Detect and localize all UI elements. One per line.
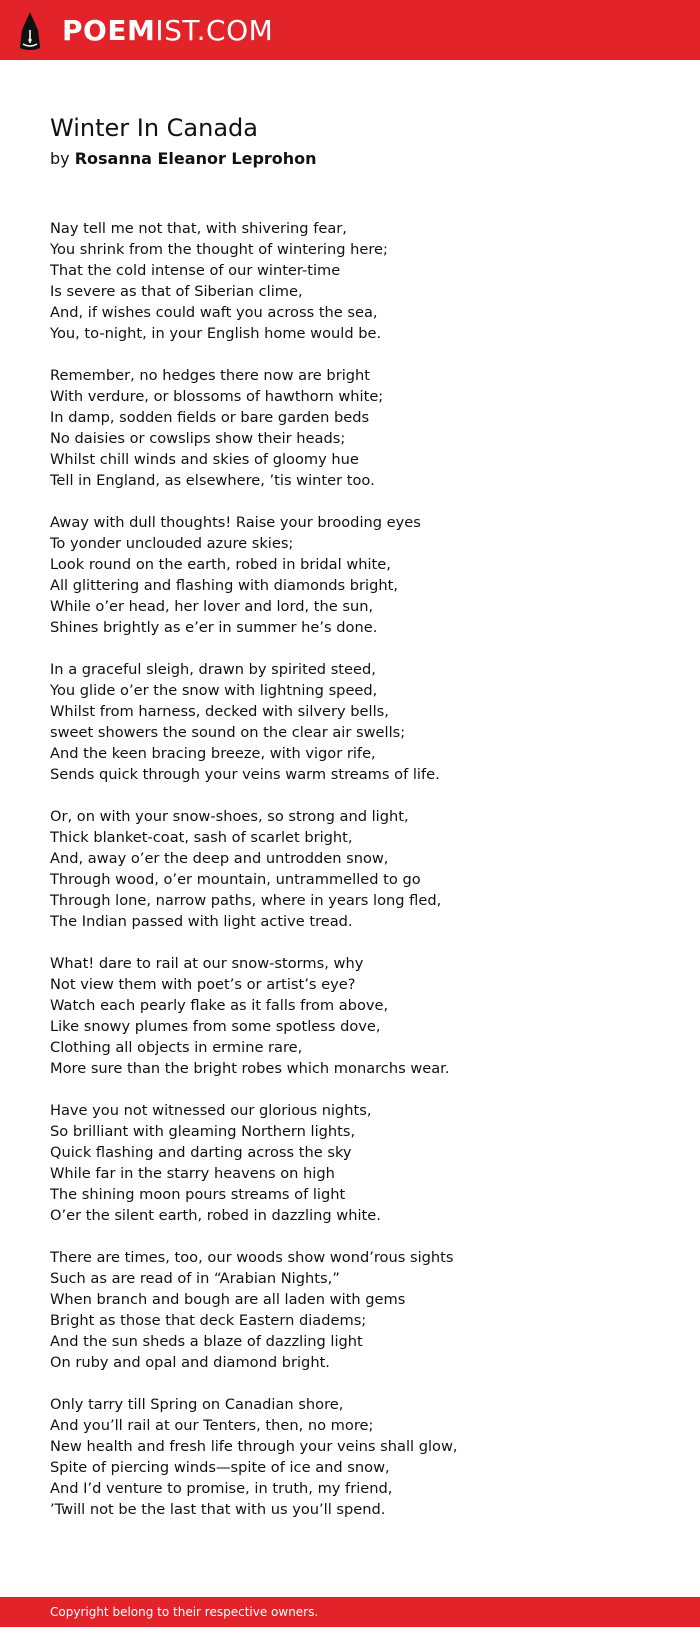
poem-line: Spite of piercing winds—spite of ice and snow,	[50, 1459, 390, 1476]
poem-line: Bright as those that deck Eastern diadems;	[50, 1312, 367, 1329]
poem-line: Quick flashing and darting across the sky	[50, 1144, 352, 1161]
poem-line: The Indian passed with light active tread.	[50, 913, 353, 930]
poem-line: Through wood, o’er mountain, untrammelled to go	[50, 871, 421, 888]
poem-line: Watch each pearly flake as it falls from above,	[50, 997, 389, 1014]
poem-byline	[50, 149, 317, 168]
poem-line: When branch and bough are all laden with gems	[50, 1291, 406, 1308]
poem-line: More sure than the bright robes which monarchs wear.	[50, 1060, 450, 1077]
poem-stanza	[50, 365, 670, 491]
poem-stanza	[50, 659, 670, 785]
poem-line: While o’er head, her lover and lord, the sun,	[50, 598, 374, 615]
poem-line: ’Twill not be the last that with us you’ll spend.	[50, 1501, 386, 1518]
poem-line: In a graceful sleigh, drawn by spirited steed,	[50, 661, 376, 678]
poem-line: Have you not witnessed our glorious nights,	[50, 1102, 372, 1119]
poem-line: Through lone, narrow paths, where in years long fled,	[50, 892, 442, 909]
poem-line: In damp, sodden fields or bare garden beds	[50, 409, 370, 426]
poem-line: With verdure, or blossoms of hawthorn white;	[50, 388, 384, 405]
poem-line: Is severe as that of Siberian clime,	[50, 283, 303, 300]
logo-text-bold: POEM	[62, 13, 156, 47]
poem-line: No daisies or cowslips show their heads;	[50, 430, 346, 447]
poem-line: Shines brightly as e’er in summer he’s done.	[50, 619, 378, 636]
poem-title: Winter In Canada	[50, 114, 258, 142]
poem-stanza	[50, 806, 670, 932]
poem-stanza	[50, 1247, 670, 1373]
poem-line: Or, on with your snow-shoes, so strong and light,	[50, 808, 409, 825]
poem-line: All glittering and flashing with diamonds bright,	[50, 577, 398, 594]
poem-stanza	[50, 1100, 670, 1226]
poem-stanza	[50, 512, 670, 638]
poem-line: Whilst from harness, decked with silvery bells,	[50, 703, 389, 720]
poem-line: While far in the starry heavens on high	[50, 1165, 335, 1182]
poem-line: You, to-night, in your English home would be.	[50, 325, 382, 342]
poem-stanza	[50, 218, 670, 344]
poem-line: Whilst chill winds and skies of gloomy hue	[50, 451, 359, 468]
logo-text-light: IST.COM	[155, 13, 274, 47]
poem-line: Not view them with poet’s or artist’s eye?	[50, 976, 356, 993]
poem-line: That the cold intense of our winter-time	[50, 262, 341, 279]
poem-line: Tell in England, as elsewhere, ’tis winter too.	[50, 472, 375, 489]
poem-body	[50, 218, 670, 1541]
poem-line: O’er the silent earth, robed in dazzling white.	[50, 1207, 381, 1224]
poem-line: Away with dull thoughts! Raise your brooding eyes	[50, 514, 421, 531]
by-label: by	[50, 149, 70, 168]
poem-line: What! dare to rail at our snow-storms, why	[50, 955, 364, 972]
poem-line: Thick blanket-coat, sash of scarlet bright,	[50, 829, 353, 846]
site-logo-link[interactable]	[62, 0, 273, 60]
poem-line: So brilliant with gleaming Northern lights,	[50, 1123, 356, 1140]
poem-line: Such as are read of in “Arabian Nights,”	[50, 1270, 340, 1287]
poem-line: You glide o’er the snow with lightning speed,	[50, 682, 378, 699]
poem-line: And, if wishes could waft you across the sea,	[50, 304, 378, 321]
copyright-text: Copyright belong to their respective owners.	[50, 1605, 319, 1619]
poem-line: And you’ll rail at our Tenters, then, no more;	[50, 1417, 374, 1434]
poem-line: Sends quick through your veins warm streams of life.	[50, 766, 440, 783]
poem-line: To yonder unclouded azure skies;	[50, 535, 294, 552]
pen-nib-logo-icon[interactable]	[17, 10, 43, 52]
poem-line: Clothing all objects in ermine rare,	[50, 1039, 303, 1056]
poem-line: There are times, too, our woods show wond’rous sights	[50, 1249, 454, 1266]
poem-stanza	[50, 1394, 670, 1520]
poem-line: And, away o’er the deep and untrodden snow,	[50, 850, 389, 867]
site-header	[0, 0, 700, 60]
poem-line: On ruby and opal and diamond bright.	[50, 1354, 330, 1371]
poem-line: And the sun sheds a blaze of dazzling light	[50, 1333, 363, 1350]
poem-line: Like snowy plumes from some spotless dove,	[50, 1018, 381, 1035]
poem-line: The shining moon pours streams of light	[50, 1186, 346, 1203]
poem-line: New health and fresh life through your veins shall glow,	[50, 1438, 458, 1455]
poem-line: And I’d venture to promise, in truth, my friend,	[50, 1480, 393, 1497]
poem-line: You shrink from the thought of wintering here;	[50, 241, 388, 258]
poem-line: Look round on the earth, robed in bridal white,	[50, 556, 391, 573]
poem-line: Remember, no hedges there now are bright	[50, 367, 370, 384]
poem-line: sweet showers the sound on the clear air swells;	[50, 724, 406, 741]
poem-line: Nay tell me not that, with shivering fear,	[50, 220, 347, 237]
poem-line: And the keen bracing breeze, with vigor rife,	[50, 745, 376, 762]
site-footer	[0, 1597, 700, 1627]
poem-stanza	[50, 953, 670, 1079]
author-name: Rosanna Eleanor Leprohon	[74, 149, 317, 168]
poem-line: Only tarry till Spring on Canadian shore,	[50, 1396, 344, 1413]
